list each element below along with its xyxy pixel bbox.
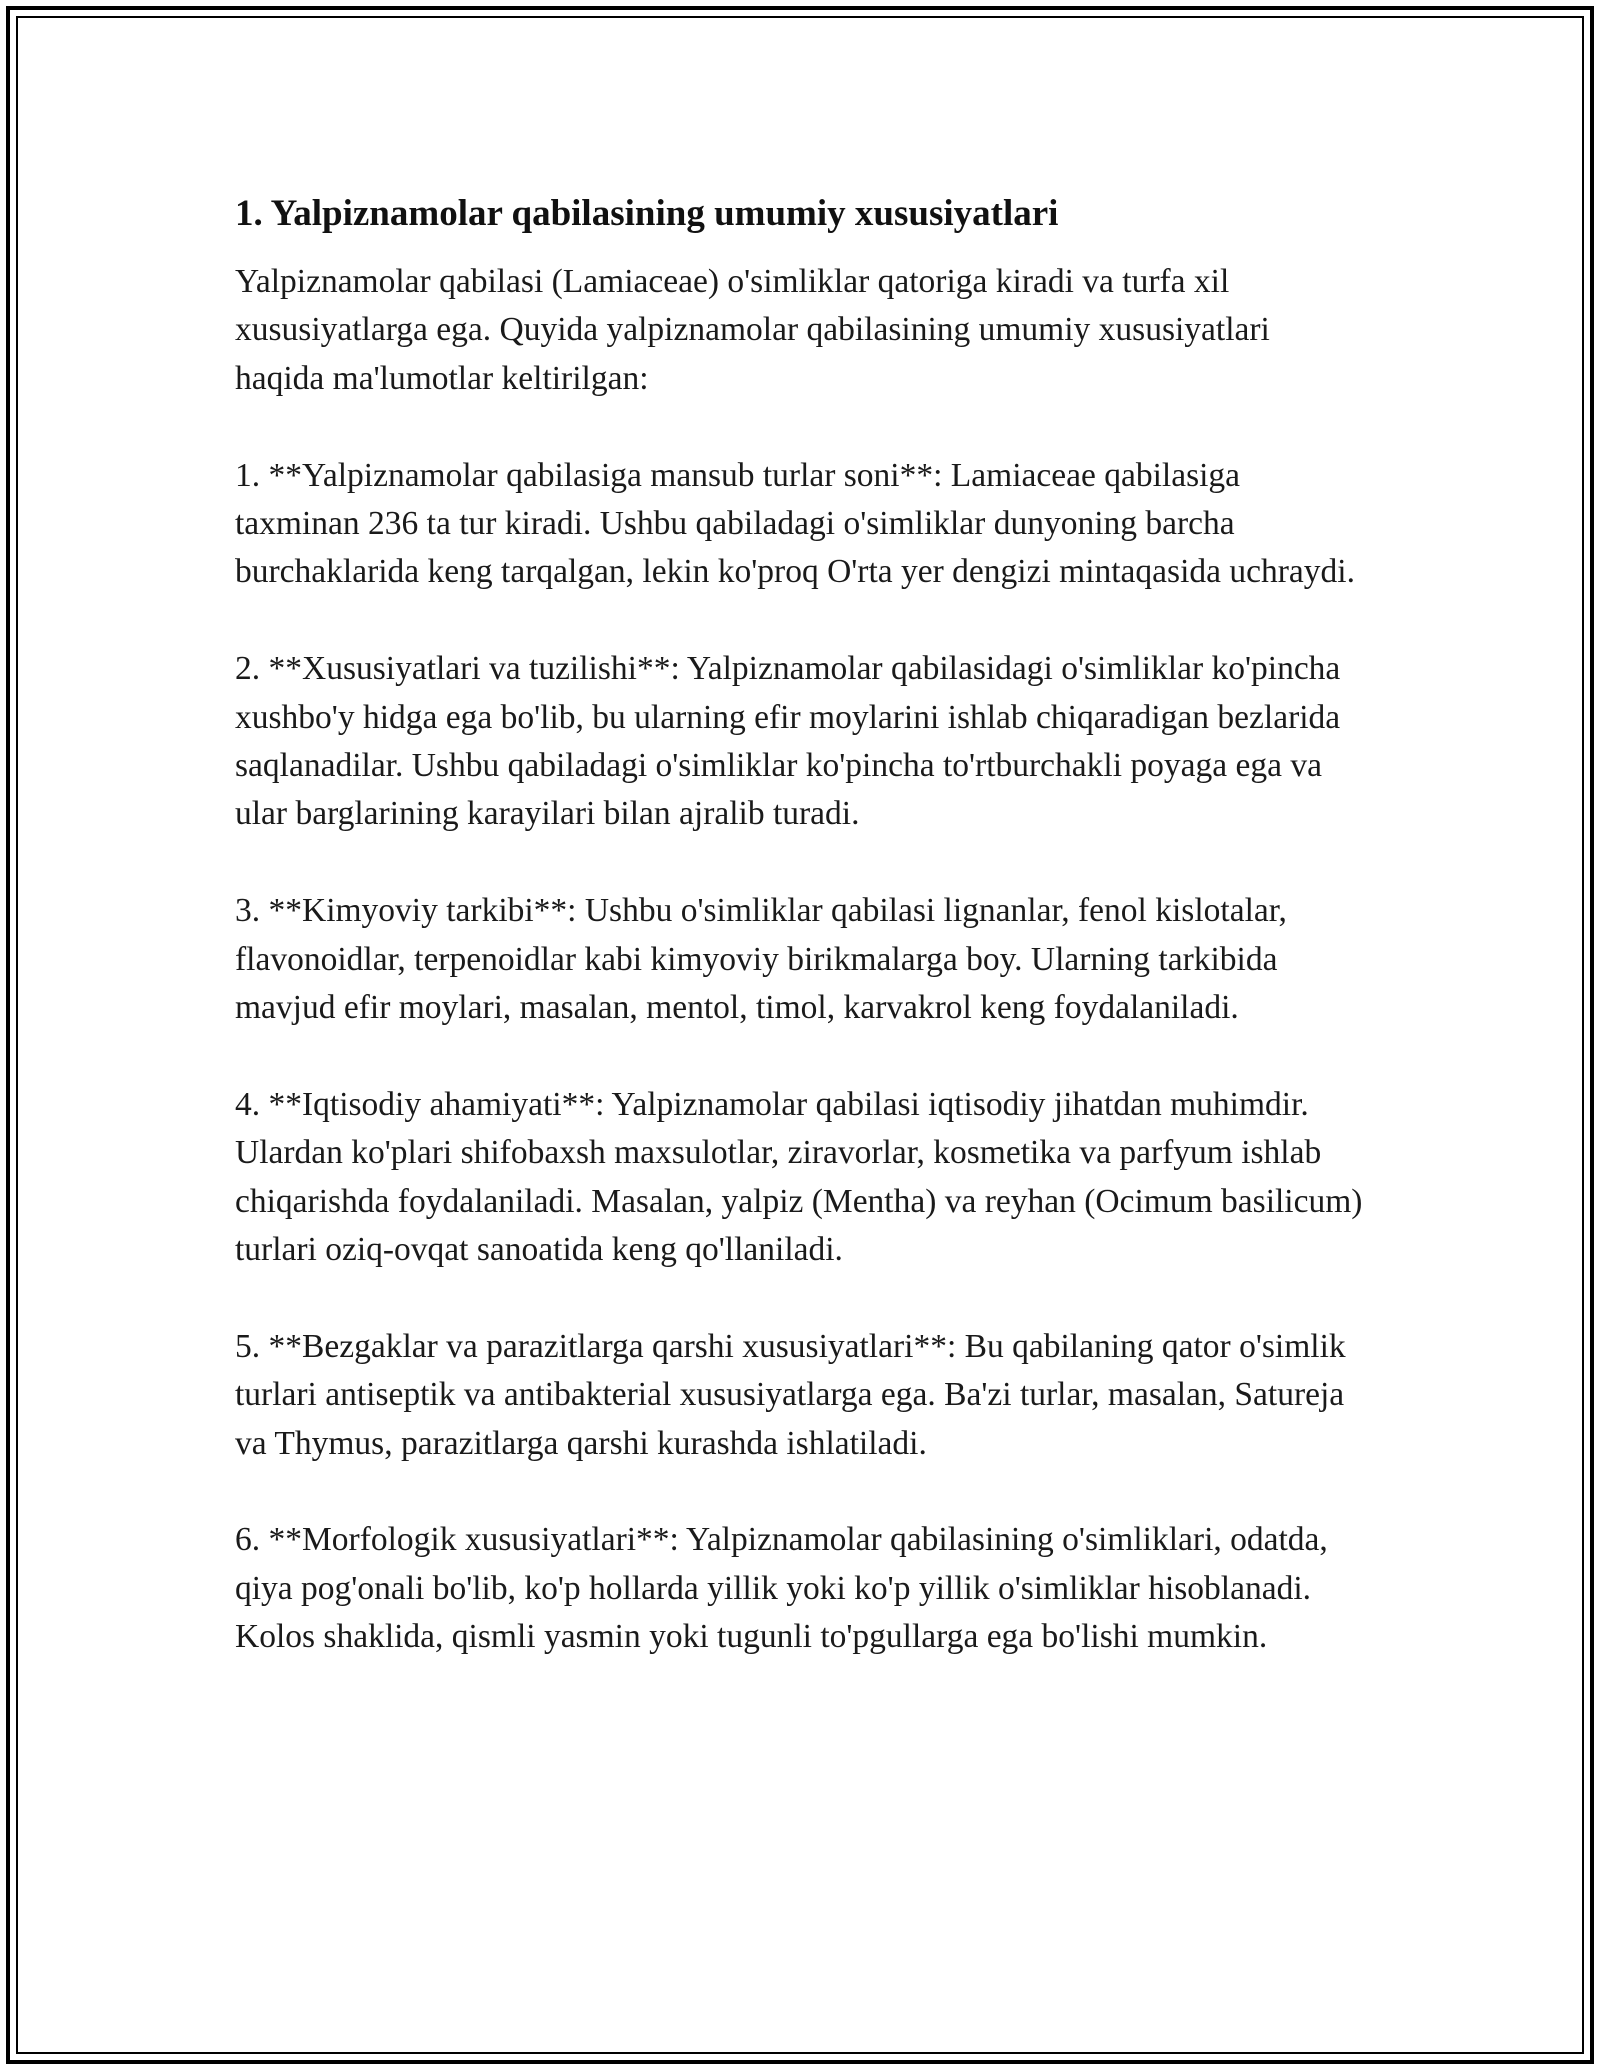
list-item-morphological-features: 6. **Morfologik xususiyatlari**: Yalpiznamolar qabilasining o'simliklari, odatda, qiya pog'onali bo'lib, ko'p hollarda yillik yoki ko'p yillik o'simliklar hisoblanadi. Kolos shaklida, qismli yasmin yoki tugunli to'pgullarga ega bo'lishi mumkin. bbox=[235, 1521, 1328, 1656]
list-item-antiparasitic-properties: 5. **Bezgaklar va parazitlarga qarshi xususiyatlari**: Bu qabilaning qator o'simlik turlari antiseptik va antibakterial xususiyatlarga ega. Ba'zi turlar, masalan, Satureja va Thymus, parazitlarga qarshi kurashda ishlatiladi. bbox=[235, 1327, 1346, 1462]
document-body bbox=[235, 188, 1365, 1710]
intro-paragraph: Yalpiznamolar qabilasi (Lamiaceae) o'simliklar qatoriga kiradi va turfa xil xususiyatlarga ega. Quyida yalpiznamolar qabilasining umumiy xususiyatlari haqida ma'lumotlar keltirilgan: bbox=[235, 263, 1270, 397]
list-item-species-count: 1. **Yalpiznamolar qabilasiga mansub turlar soni**: Lamiaceae qabilasiga taxminan 236 ta tur kiradi. Ushbu qabiladagi o'simliklar dunyoning barcha burchaklarida keng tarqalgan, lekin ko'proq O'rta yer dengizi mintaqasida uchraydi. bbox=[235, 456, 1355, 591]
document-title: 1. Yalpiznamolar qabilasining umumiy xususiyatlari bbox=[235, 193, 1059, 234]
list-item-features-structure: 2. **Xususiyatlari va tuzilishi**: Yalpiznamolar qabilasidagi o'simliklar ko'pincha xushbo'y hidga ega bo'lib, bu ularning efir moylarini ishlab chiqaradigan bezlarida saqlanadilar. Ushbu qabiladagi o'simliklar ko'pincha to'rtburchakli poyaga ega va ular barglarining karayilari bilan ajralib turadi. bbox=[235, 650, 1341, 833]
list-item-chemical-composition: 3. **Kimyoviy tarkibi**: Ushbu o'simliklar qabilasi lignanlar, fenol kislotalar, flavonoidlar, terpenoidlar kabi kimyoviy birikmalarga boy. Ularning tarkibida mavjud efir moylari, masalan, mentol, timol, karvakrol keng foydalaniladi. bbox=[235, 892, 1287, 1027]
list-item-economic-importance: 4. **Iqtisodiy ahamiyati**: Yalpiznamolar qabilasi iqtisodiy jihatdan muhimdir. Ulardan ko'plari shifobaxsh maxsulotlar, ziravorlar, kosmetika va parfyum ishlab chiqarishda foydalaniladi. Masalan, yalpiz (Mentha) va reyhan (Ocimum basilicum) turlari oziq-ovqat sanoatida keng qo'llaniladi. bbox=[235, 1085, 1363, 1269]
